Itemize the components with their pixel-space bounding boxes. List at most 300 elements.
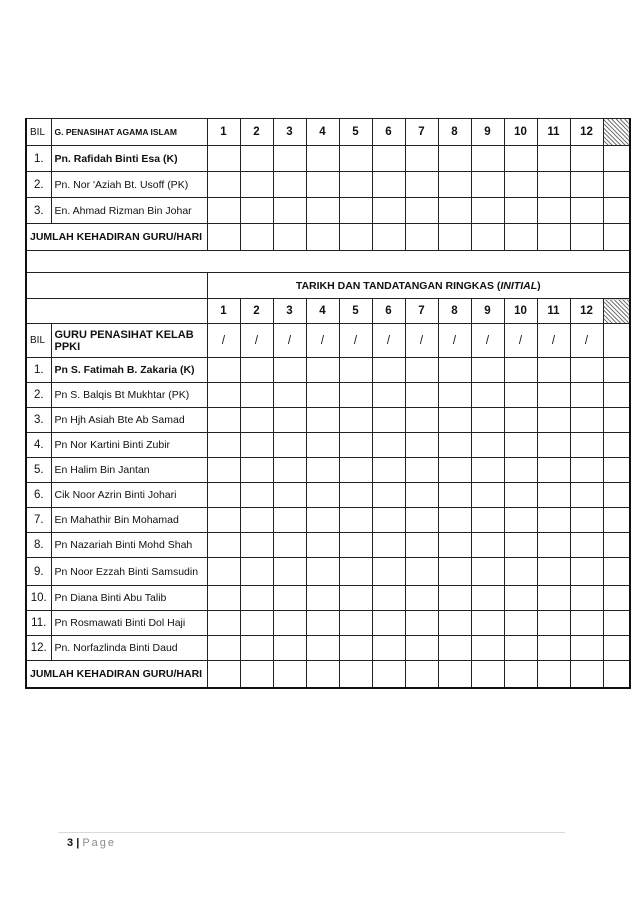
- attendance-cell: [405, 611, 438, 636]
- attendance-cell: [405, 508, 438, 533]
- day-number: 3: [273, 119, 306, 146]
- attendance-cell: [471, 636, 504, 661]
- attendance-cell: [504, 533, 537, 558]
- end-cell: [603, 661, 630, 688]
- day-number: 10: [504, 119, 537, 146]
- attendance-cell: [339, 172, 372, 198]
- attendance-cell: [438, 224, 471, 251]
- attendance-cell: [339, 586, 372, 611]
- attendance-cell: [471, 224, 504, 251]
- attendance-cell: [306, 661, 339, 688]
- attendance-cell: [240, 533, 273, 558]
- row-number: 6.: [26, 483, 51, 508]
- attendance-cell: [537, 408, 570, 433]
- attendance-cell: [438, 586, 471, 611]
- attendance-cell: [405, 483, 438, 508]
- table-row: [26, 172, 630, 198]
- blank-row: [26, 251, 630, 273]
- attendance-cell: [240, 558, 273, 586]
- attendance-cell: [273, 533, 306, 558]
- teacher-name: Pn Diana Binti Abu Talib: [51, 586, 207, 611]
- table-row: [26, 558, 630, 586]
- end-cell: [603, 383, 630, 408]
- slash-mark: /: [306, 324, 339, 358]
- attendance-cell: [339, 558, 372, 586]
- teacher-name: Pn Noor Ezzah Binti Samsudin: [51, 558, 207, 586]
- attendance-cell: [240, 483, 273, 508]
- slash-mark: /: [504, 324, 537, 358]
- attendance-cell: [306, 224, 339, 251]
- attendance-cell: [339, 483, 372, 508]
- row-number: 4.: [26, 433, 51, 458]
- attendance-cell: [240, 433, 273, 458]
- table-row: [26, 146, 630, 172]
- row-number: 2.: [26, 172, 51, 198]
- attendance-cell: [438, 508, 471, 533]
- table-row: [26, 408, 630, 433]
- attendance-cell: [405, 408, 438, 433]
- slash-mark: /: [471, 324, 504, 358]
- attendance-cell: [273, 558, 306, 586]
- attendance-cell: [537, 483, 570, 508]
- teacher-name: Pn S. Balqis Bt Mukhtar (PK): [51, 383, 207, 408]
- teacher-name: Pn Nor Kartini Binti Zubir: [51, 433, 207, 458]
- attendance-cell: [504, 483, 537, 508]
- attendance-cell: [372, 611, 405, 636]
- attendance-cell: [471, 458, 504, 483]
- attendance-cell: [339, 408, 372, 433]
- attendance-cell: [438, 408, 471, 433]
- slash-mark: /: [207, 324, 240, 358]
- day-number: 8: [438, 119, 471, 146]
- attendance-cell: [207, 358, 240, 383]
- end-cell: [603, 558, 630, 586]
- attendance-cell: [339, 611, 372, 636]
- attendance-cell: [471, 558, 504, 586]
- attendance-cell: [570, 198, 603, 224]
- attendance-cell: [339, 458, 372, 483]
- attendance-cell: [306, 408, 339, 433]
- page-footer: [67, 837, 116, 849]
- attendance-cell: [570, 383, 603, 408]
- attendance-cell: [537, 172, 570, 198]
- attendance-cell: [207, 224, 240, 251]
- attendance-cell: [306, 636, 339, 661]
- slash-mark: /: [438, 324, 471, 358]
- attendance-cell: [438, 636, 471, 661]
- attendance-cell: [537, 146, 570, 172]
- attendance-cell: [240, 172, 273, 198]
- attendance-cell: [207, 661, 240, 688]
- day-number: 1: [207, 299, 240, 324]
- attendance-cell: [240, 408, 273, 433]
- attendance-cell: [504, 636, 537, 661]
- slash-mark: /: [405, 324, 438, 358]
- end-cell: [603, 533, 630, 558]
- day-number: 6: [372, 299, 405, 324]
- attendance-cell: [471, 383, 504, 408]
- name-header: GURU PENASIHAT KELAB PPKI: [51, 324, 207, 358]
- attendance-cell: [273, 508, 306, 533]
- attendance-cell: [273, 586, 306, 611]
- attendance-cell: [306, 533, 339, 558]
- teacher-name: Pn Nazariah Binti Mohd Shah: [51, 533, 207, 558]
- row-number: 11.: [26, 611, 51, 636]
- attendance-cell: [537, 198, 570, 224]
- table-row: [26, 611, 630, 636]
- attendance-cell: [306, 358, 339, 383]
- attendance-cell: [306, 508, 339, 533]
- attendance-cell: [537, 586, 570, 611]
- attendance-cell: [273, 483, 306, 508]
- footer-separator: |: [76, 837, 80, 849]
- attendance-cell: [207, 611, 240, 636]
- teacher-name: Pn S. Fatimah B. Zakaria (K): [51, 358, 207, 383]
- attendance-cell: [339, 636, 372, 661]
- attendance-cell: [570, 458, 603, 483]
- attendance-cell: [504, 146, 537, 172]
- row-number: 1.: [26, 358, 51, 383]
- attendance-table: [25, 118, 631, 689]
- attendance-cell: [372, 508, 405, 533]
- teacher-name: Pn. Nor 'Aziah Bt. Usoff (PK): [51, 172, 207, 198]
- attendance-cell: [570, 408, 603, 433]
- end-cell: [603, 433, 630, 458]
- attendance-cell: [570, 146, 603, 172]
- attendance-cell: [438, 458, 471, 483]
- attendance-cell: [240, 508, 273, 533]
- attendance-cell: [570, 508, 603, 533]
- slash-mark: /: [537, 324, 570, 358]
- page-word: Page: [82, 837, 117, 849]
- total-row: [26, 661, 630, 688]
- end-cell: [603, 458, 630, 483]
- attendance-cell: [504, 383, 537, 408]
- attendance-cell: [504, 586, 537, 611]
- attendance-cell: [306, 198, 339, 224]
- attendance-cell: [570, 636, 603, 661]
- day-number: 2: [240, 299, 273, 324]
- attendance-cell: [438, 611, 471, 636]
- attendance-cell: [372, 533, 405, 558]
- day-number: 10: [504, 299, 537, 324]
- attendance-cell: [372, 661, 405, 688]
- attendance-cell: [537, 661, 570, 688]
- teacher-name: Pn Rosmawati Binti Dol Haji: [51, 611, 207, 636]
- day-number: 7: [405, 299, 438, 324]
- section2-header-row: [26, 324, 630, 358]
- attendance-cell: [339, 383, 372, 408]
- attendance-cell: [207, 146, 240, 172]
- end-cell: [603, 324, 630, 358]
- number-row: [26, 299, 630, 324]
- attendance-cell: [339, 358, 372, 383]
- attendance-cell: [537, 508, 570, 533]
- row-number: 1.: [26, 146, 51, 172]
- end-cell: [603, 408, 630, 433]
- attendance-cell: [405, 358, 438, 383]
- attendance-cell: [207, 458, 240, 483]
- attendance-cell: [471, 358, 504, 383]
- attendance-cell: [438, 198, 471, 224]
- attendance-cell: [339, 146, 372, 172]
- attendance-cell: [372, 383, 405, 408]
- end-cell: [603, 611, 630, 636]
- attendance-cell: [405, 586, 438, 611]
- attendance-cell: [372, 408, 405, 433]
- attendance-cell: [273, 383, 306, 408]
- slash-mark: /: [372, 324, 405, 358]
- attendance-cell: [405, 636, 438, 661]
- attendance-cell: [504, 224, 537, 251]
- attendance-cell: [372, 558, 405, 586]
- attendance-cell: [372, 172, 405, 198]
- attendance-cell: [207, 636, 240, 661]
- attendance-cell: [504, 458, 537, 483]
- day-number: 11: [537, 119, 570, 146]
- attendance-cell: [207, 483, 240, 508]
- attendance-cell: [570, 172, 603, 198]
- footer-divider: [58, 832, 565, 833]
- total-label: JUMLAH KEHADIRAN GURU/HARI: [26, 661, 207, 688]
- day-number: 12: [570, 119, 603, 146]
- hatched-cell: [603, 119, 630, 146]
- attendance-cell: [372, 636, 405, 661]
- attendance-cell: [306, 586, 339, 611]
- attendance-cell: [240, 458, 273, 483]
- attendance-cell: [306, 483, 339, 508]
- day-number: 12: [570, 299, 603, 324]
- attendance-cell: [339, 508, 372, 533]
- attendance-cell: [405, 661, 438, 688]
- attendance-cell: [273, 224, 306, 251]
- tarikh-row: [26, 273, 630, 299]
- attendance-cell: [504, 198, 537, 224]
- attendance-cell: [207, 558, 240, 586]
- total-row: [26, 224, 630, 251]
- attendance-cell: [273, 408, 306, 433]
- attendance-cell: [306, 433, 339, 458]
- attendance-cell: [570, 433, 603, 458]
- table-row: [26, 198, 630, 224]
- attendance-cell: [372, 198, 405, 224]
- attendance-cell: [504, 358, 537, 383]
- attendance-cell: [240, 358, 273, 383]
- end-cell: [603, 636, 630, 661]
- attendance-cell: [570, 483, 603, 508]
- attendance-cell: [240, 661, 273, 688]
- attendance-cell: [240, 611, 273, 636]
- attendance-cell: [240, 224, 273, 251]
- name-header: G. PENASIHAT AGAMA ISLAM: [51, 119, 207, 146]
- attendance-cell: [504, 408, 537, 433]
- attendance-cell: [471, 483, 504, 508]
- teacher-name: Pn Hjh Asiah Bte Ab Samad: [51, 408, 207, 433]
- attendance-cell: [240, 146, 273, 172]
- attendance-cell: [537, 636, 570, 661]
- attendance-cell: [207, 533, 240, 558]
- attendance-cell: [471, 172, 504, 198]
- teacher-name: Pn. Rafidah Binti Esa (K): [51, 146, 207, 172]
- section1-header-row: [26, 119, 630, 146]
- attendance-cell: [240, 383, 273, 408]
- row-number: 2.: [26, 383, 51, 408]
- day-number: 5: [339, 299, 372, 324]
- attendance-cell: [438, 172, 471, 198]
- attendance-cell: [537, 558, 570, 586]
- day-number: 7: [405, 119, 438, 146]
- attendance-cell: [240, 636, 273, 661]
- attendance-cell: [405, 533, 438, 558]
- attendance-cell: [405, 198, 438, 224]
- attendance-cell: [537, 458, 570, 483]
- table-row: [26, 433, 630, 458]
- end-cell: [603, 508, 630, 533]
- slash-mark: /: [240, 324, 273, 358]
- number-row-blank: [26, 299, 207, 324]
- day-number: 11: [537, 299, 570, 324]
- day-number: 6: [372, 119, 405, 146]
- tarikh-heading: [207, 273, 630, 299]
- attendance-cell: [372, 586, 405, 611]
- row-number: 8.: [26, 533, 51, 558]
- attendance-cell: [471, 586, 504, 611]
- table-row: [26, 586, 630, 611]
- attendance-cell: [240, 586, 273, 611]
- attendance-cell: [306, 172, 339, 198]
- end-cell: [603, 146, 630, 172]
- tarikh-italic: INITIAL: [500, 279, 538, 292]
- slash-mark: /: [570, 324, 603, 358]
- row-number: 3.: [26, 408, 51, 433]
- attendance-cell: [438, 146, 471, 172]
- attendance-cell: [273, 636, 306, 661]
- table-row: [26, 358, 630, 383]
- attendance-cell: [339, 533, 372, 558]
- attendance-cell: [273, 433, 306, 458]
- attendance-cell: [207, 383, 240, 408]
- attendance-cell: [504, 508, 537, 533]
- end-cell: [603, 172, 630, 198]
- end-cell: [603, 358, 630, 383]
- table-row: [26, 483, 630, 508]
- teacher-name: En. Ahmad Rizman Bin Johar: [51, 198, 207, 224]
- attendance-cell: [570, 533, 603, 558]
- total-label: JUMLAH KEHADIRAN GURU/HARI: [26, 224, 207, 251]
- attendance-cell: [207, 508, 240, 533]
- attendance-cell: [273, 611, 306, 636]
- attendance-cell: [306, 611, 339, 636]
- attendance-cell: [471, 146, 504, 172]
- attendance-cell: [504, 558, 537, 586]
- attendance-cell: [306, 558, 339, 586]
- table-row: [26, 533, 630, 558]
- table-row: [26, 383, 630, 408]
- attendance-cell: [207, 198, 240, 224]
- tarikh-blank: [26, 273, 207, 299]
- attendance-cell: [372, 458, 405, 483]
- end-cell: [603, 586, 630, 611]
- page-number: 3: [67, 837, 74, 849]
- attendance-cell: [405, 558, 438, 586]
- attendance-cell: [306, 146, 339, 172]
- day-number: 9: [471, 299, 504, 324]
- attendance-cell: [339, 198, 372, 224]
- table-row: [26, 458, 630, 483]
- attendance-cell: [570, 224, 603, 251]
- attendance-cell: [504, 172, 537, 198]
- attendance-cell: [405, 224, 438, 251]
- attendance-cell: [372, 358, 405, 383]
- attendance-cell: [570, 586, 603, 611]
- attendance-cell: [438, 433, 471, 458]
- attendance-cell: [273, 198, 306, 224]
- attendance-cell: [438, 661, 471, 688]
- table-row: [26, 636, 630, 661]
- row-number: 3.: [26, 198, 51, 224]
- teacher-name: Cik Noor Azrin Binti Johari: [51, 483, 207, 508]
- day-number: 8: [438, 299, 471, 324]
- attendance-cell: [405, 146, 438, 172]
- attendance-cell: [471, 408, 504, 433]
- attendance-cell: [438, 533, 471, 558]
- attendance-cell: [372, 146, 405, 172]
- attendance-cell: [372, 483, 405, 508]
- attendance-cell: [471, 508, 504, 533]
- slash-mark: /: [339, 324, 372, 358]
- day-number: 3: [273, 299, 306, 324]
- attendance-cell: [273, 172, 306, 198]
- attendance-cell: [537, 611, 570, 636]
- teacher-name: Pn. Norfazlinda Binti Daud: [51, 636, 207, 661]
- bil-header: BIL: [26, 324, 51, 358]
- attendance-cell: [306, 458, 339, 483]
- attendance-cell: [405, 458, 438, 483]
- attendance-cell: [570, 611, 603, 636]
- day-number: 1: [207, 119, 240, 146]
- attendance-cell: [339, 433, 372, 458]
- tarikh-close: ): [537, 279, 541, 292]
- day-number: 4: [306, 299, 339, 324]
- attendance-cell: [372, 433, 405, 458]
- day-number: 9: [471, 119, 504, 146]
- attendance-cell: [339, 661, 372, 688]
- attendance-cell: [207, 172, 240, 198]
- attendance-cell: [207, 433, 240, 458]
- row-number: 7.: [26, 508, 51, 533]
- attendance-cell: [471, 611, 504, 636]
- attendance-cell: [405, 433, 438, 458]
- row-number: 5.: [26, 458, 51, 483]
- attendance-cell: [570, 558, 603, 586]
- attendance-cell: [537, 383, 570, 408]
- day-number: 4: [306, 119, 339, 146]
- table-row: [26, 508, 630, 533]
- attendance-cell: [570, 661, 603, 688]
- attendance-cell: [471, 433, 504, 458]
- attendance-cell: [438, 383, 471, 408]
- row-number: 9.: [26, 558, 51, 586]
- tarikh-text: TARIKH DAN TANDATANGAN RINGKAS (: [295, 279, 501, 292]
- row-number: 12.: [26, 636, 51, 661]
- attendance-cell: [537, 224, 570, 251]
- attendance-cell: [207, 586, 240, 611]
- attendance-cell: [405, 172, 438, 198]
- end-cell: [603, 483, 630, 508]
- end-cell: [603, 224, 630, 251]
- attendance-cell: [339, 224, 372, 251]
- attendance-cell: [438, 558, 471, 586]
